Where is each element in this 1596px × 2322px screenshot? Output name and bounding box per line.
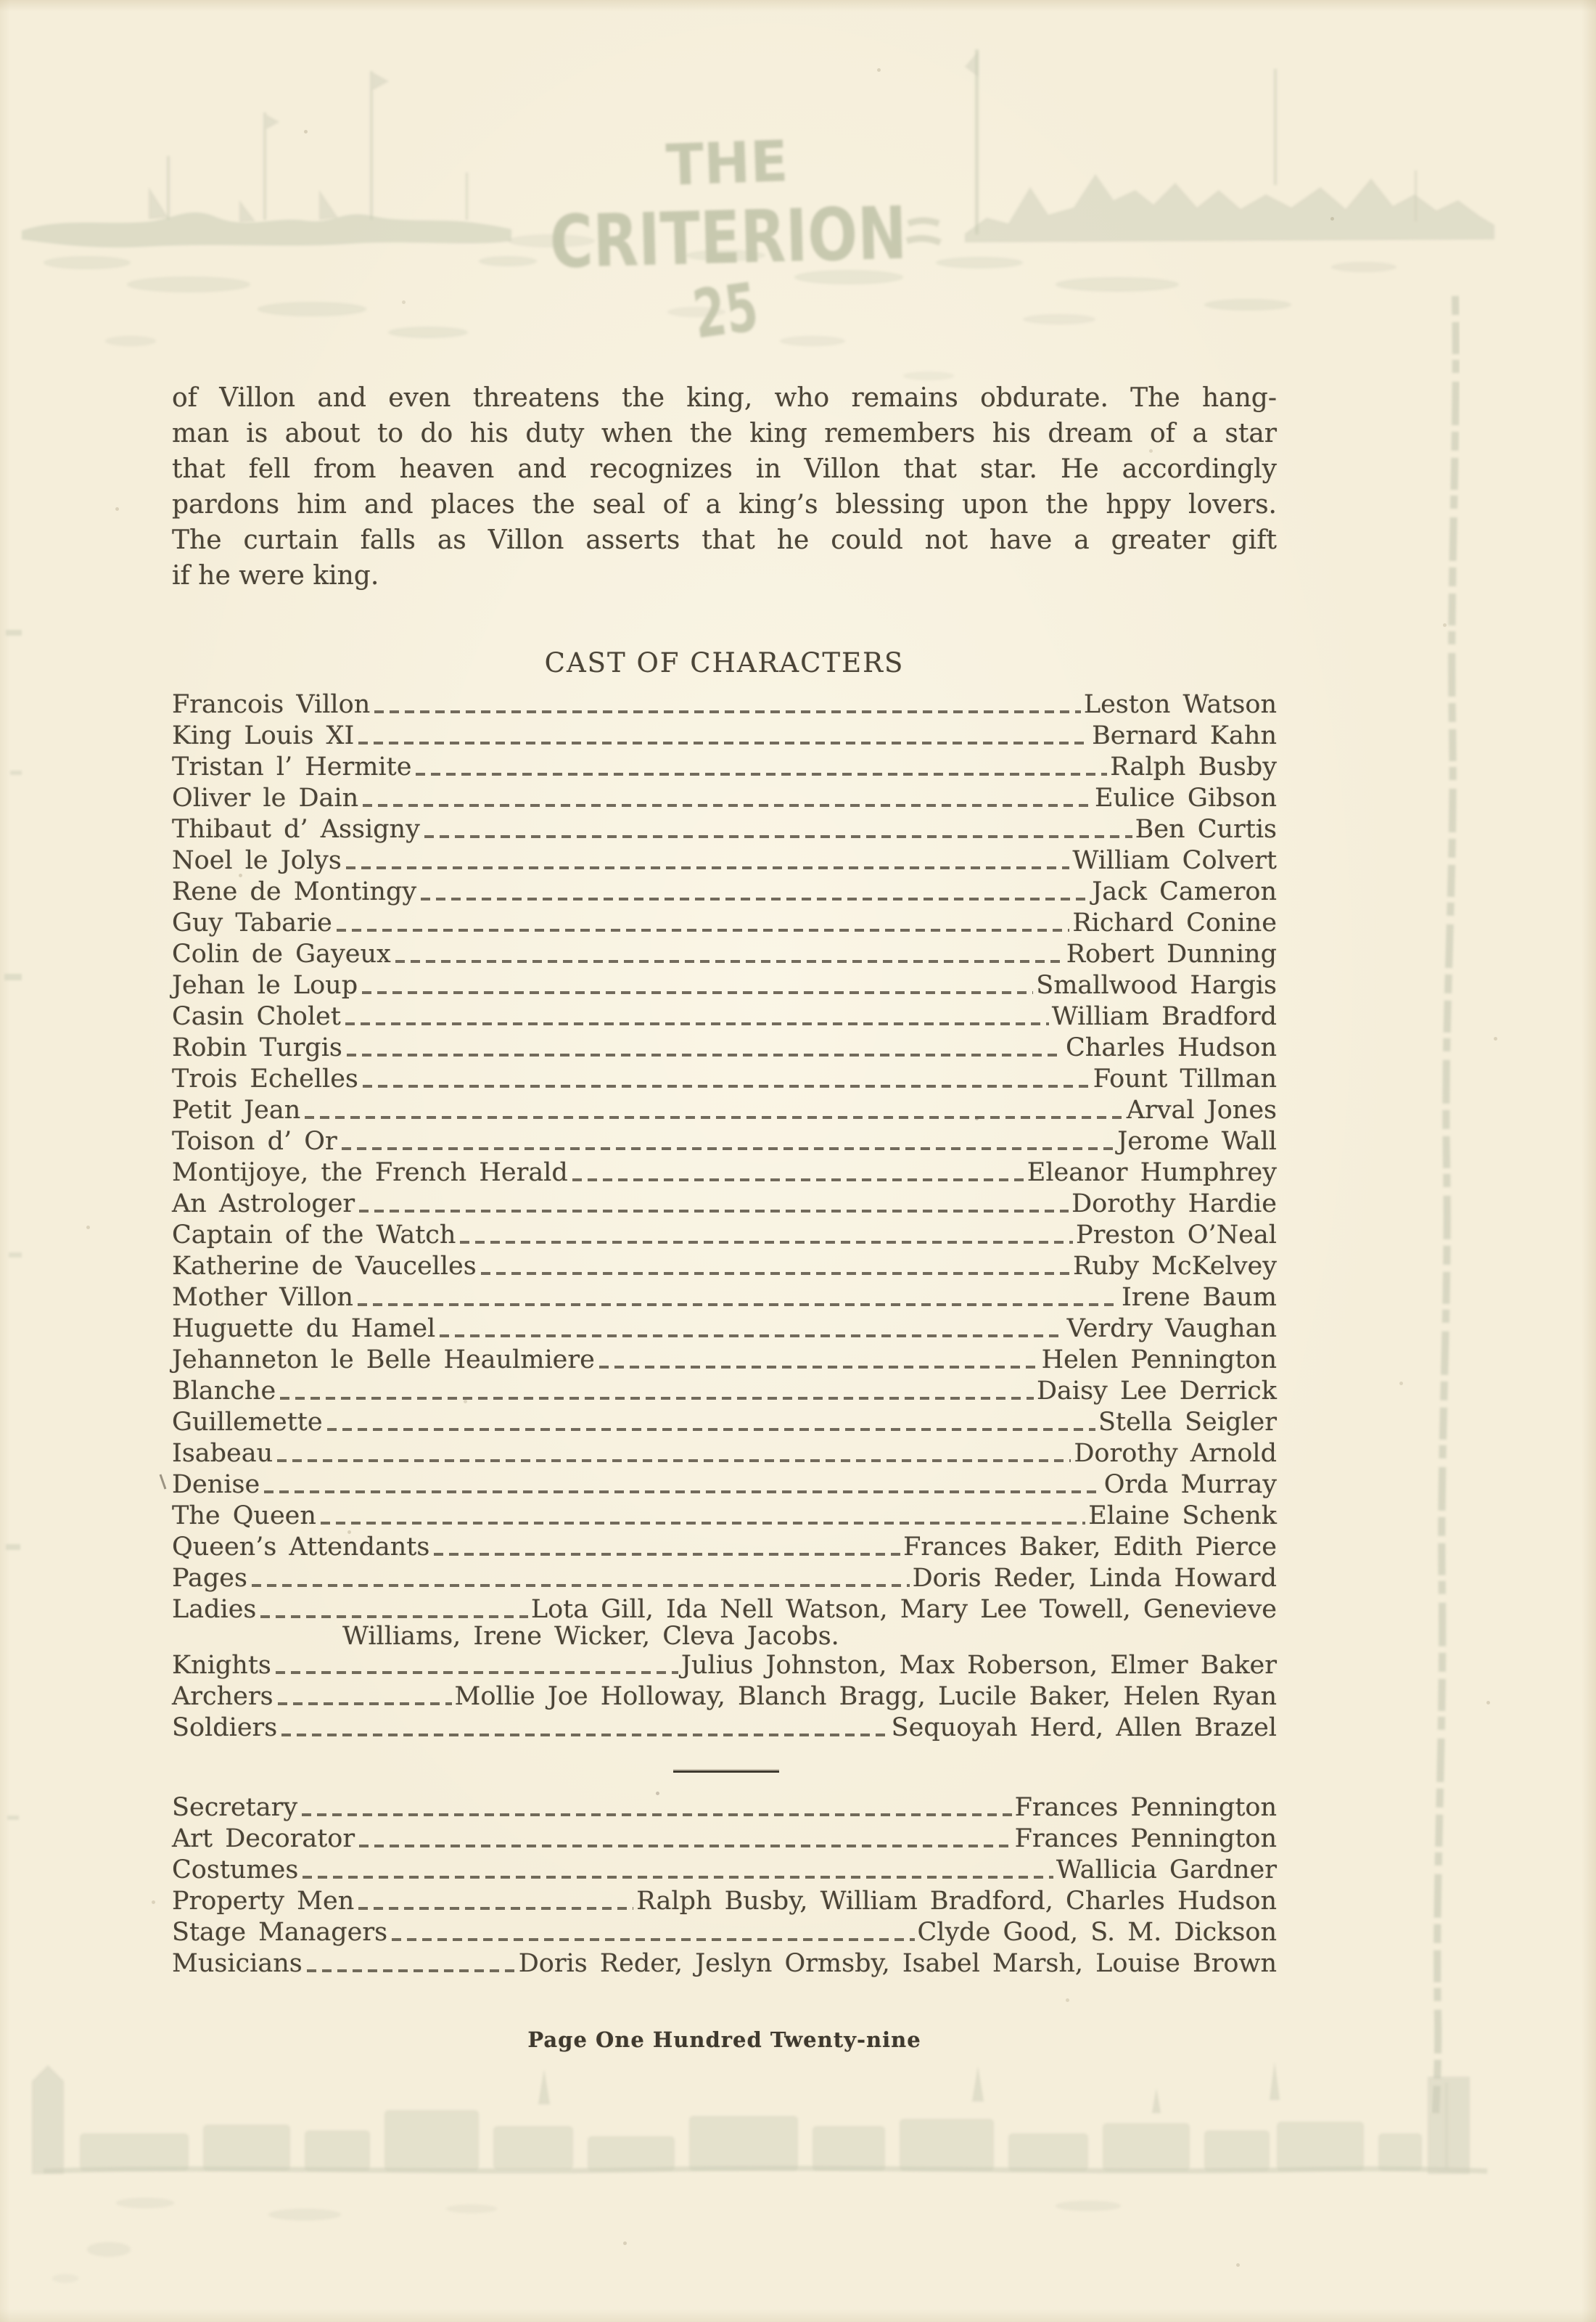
synopsis-paragraph <box>172 380 1277 594</box>
cast-list <box>172 688 1277 1742</box>
role-label: Knights <box>172 1651 271 1680</box>
dashed-leader <box>599 1366 1039 1369</box>
actor-name-wrap: Williams, Irene Wicker, Cleva Jacobs. <box>342 1622 839 1651</box>
actor-name: Charles Hudson <box>1066 1033 1277 1062</box>
role-label: Property Men <box>172 1887 355 1916</box>
top-border-art <box>22 49 1494 380</box>
cast-row <box>172 1562 1277 1593</box>
dashed-leader <box>421 898 1089 901</box>
role-label: Blanche <box>172 1377 276 1406</box>
cast-row <box>172 1406 1277 1437</box>
dashed-leader <box>303 1876 1053 1879</box>
role-label: King Louis XI <box>172 721 355 750</box>
role-label: Noel le Jolys <box>172 846 342 875</box>
actor-name: Julius Johnston, Max Roberson, Elmer Baker <box>680 1651 1277 1680</box>
role-label: Rene de Montingy <box>172 877 417 906</box>
actor-name: Richard Conine <box>1072 908 1277 938</box>
actor-name: Mollie Joe Holloway, Blanch Bragg, Lucile Baker, Helen Ryan <box>454 1682 1277 1711</box>
role-label: Art Decorator <box>172 1824 355 1853</box>
section-divider-rule <box>673 1771 779 1773</box>
dashed-leader <box>345 1022 1049 1025</box>
role-label: Robin Turgis <box>172 1033 342 1062</box>
dashed-leader <box>440 1334 1064 1337</box>
page-number-label: Page One Hundred Twenty-nine <box>527 2027 921 2052</box>
dashed-leader <box>342 1147 1115 1150</box>
role-label: Montijoye, the French Herald <box>172 1158 568 1187</box>
dashed-leader <box>363 1085 1090 1088</box>
dashed-leader <box>363 804 1092 807</box>
role-label: Huguette du Hamel <box>172 1314 436 1343</box>
role-label: Queen’s Attendants <box>172 1533 430 1562</box>
actor-name: Sequoyah Herd, Allen Brazel <box>891 1713 1277 1742</box>
role-label: Musicians <box>172 1949 303 1978</box>
right-edge-line <box>1436 296 1456 2113</box>
cast-row <box>172 1281 1277 1312</box>
dashed-leader <box>359 1845 1011 1847</box>
actor-name: Verdry Vaughan <box>1066 1314 1277 1343</box>
actor-name: Frances Pennington <box>1014 1824 1277 1853</box>
dashed-leader <box>359 1210 1069 1213</box>
crew-row <box>172 1853 1277 1884</box>
dashed-leader <box>572 1178 1024 1181</box>
role-label: Guy Tabarie <box>172 908 332 938</box>
dashed-leader <box>416 773 1107 776</box>
role-label: Guillemette <box>172 1408 323 1437</box>
dashed-leader <box>362 991 1033 994</box>
actor-name: Eleanor Humphrey <box>1027 1158 1277 1187</box>
actor-name: Dorothy Hardie <box>1071 1189 1277 1218</box>
cast-row <box>172 719 1277 750</box>
role-label: Denise <box>172 1470 260 1499</box>
role-label: An Astrologer <box>172 1189 355 1218</box>
cast-row <box>172 1187 1277 1218</box>
cast-row <box>172 1680 1277 1711</box>
role-label: Petit Jean <box>172 1096 301 1125</box>
crew-row <box>172 1822 1277 1853</box>
actor-name: Preston O’Neal <box>1076 1221 1277 1250</box>
cast-row <box>172 813 1277 844</box>
crew-row <box>172 1947 1277 1978</box>
synopsis-line: man is about to do his duty when the king remembers his dream of a star <box>172 419 1277 448</box>
actor-name: Frances Baker, Edith Pierce <box>903 1533 1277 1562</box>
actor-name: Fount Tillman <box>1093 1064 1277 1094</box>
role-label: Francois Villon <box>172 690 371 719</box>
cast-row <box>172 938 1277 969</box>
dashed-leader <box>277 1459 1071 1462</box>
role-label: Archers <box>172 1682 273 1711</box>
role-label: Secretary <box>172 1793 298 1822</box>
actor-name: William Colvert <box>1072 846 1277 875</box>
actor-name: Orda Murray <box>1103 1470 1277 1499</box>
masthead-numeral: 25 <box>688 263 791 354</box>
role-label: Colin de Gayeux <box>172 940 391 969</box>
dashed-leader <box>307 1969 516 1972</box>
role-label: Ladies <box>172 1595 257 1624</box>
cast-row <box>172 1499 1277 1530</box>
crew-row <box>172 1791 1277 1822</box>
masthead-the: THE <box>665 128 792 199</box>
dashed-leader <box>264 1490 1101 1493</box>
actor-name: Doris Reder, Linda Howard <box>912 1564 1277 1593</box>
actor-name: Wallicia Gardner <box>1056 1855 1277 1884</box>
role-label: Soldiers <box>172 1713 278 1742</box>
dashed-leader <box>252 1584 910 1587</box>
dashed-leader <box>321 1522 1085 1525</box>
role-label: Mother Villon <box>172 1283 353 1312</box>
actor-name: Irene Baum <box>1122 1283 1277 1312</box>
cast-row <box>172 1437 1277 1468</box>
cast-row <box>172 1062 1277 1094</box>
dashed-leader <box>460 1241 1073 1244</box>
crew-list <box>172 1791 1277 1978</box>
actor-name: Frances Pennington <box>1014 1793 1277 1822</box>
synopsis-line: if he were king. <box>172 561 379 591</box>
cast-row <box>172 1000 1277 1031</box>
dashed-leader <box>347 1054 1063 1057</box>
dashed-leader <box>327 1428 1095 1431</box>
cast-row <box>172 1250 1277 1281</box>
cast-row <box>172 1312 1277 1343</box>
dashed-leader <box>276 1671 678 1674</box>
role-label: Captain of the Watch <box>172 1221 456 1250</box>
cast-row <box>172 844 1277 875</box>
crew-row <box>172 1884 1277 1916</box>
role-label: Costumes <box>172 1855 299 1884</box>
actor-name: Leston Watson <box>1083 690 1277 719</box>
cast-row <box>172 1711 1277 1742</box>
cast-row <box>172 906 1277 938</box>
role-label: Trois Echelles <box>172 1064 358 1094</box>
actor-name: Jerome Wall <box>1117 1127 1277 1156</box>
actor-name: Arval Jones <box>1126 1096 1277 1125</box>
role-label: Casin Cholet <box>172 1002 341 1031</box>
stray-mark <box>160 1474 165 1489</box>
role-label: Tristan l’ Hermite <box>172 752 412 781</box>
cast-row <box>172 1468 1277 1499</box>
dashed-leader <box>260 1615 527 1618</box>
synopsis-line: that fell from heaven and recognizes in Villon that star. He accordingly <box>172 454 1277 484</box>
cast-row <box>172 1156 1277 1187</box>
paper-specks <box>0 0 2 2</box>
cast-row <box>172 1094 1277 1125</box>
cast-row <box>172 1343 1277 1374</box>
actor-name: Daisy Lee Derrick <box>1036 1377 1277 1406</box>
dashed-leader <box>424 835 1132 838</box>
role-label: Pages <box>172 1564 247 1593</box>
cast-row <box>172 1218 1277 1250</box>
cast-heading: CAST OF CHARACTERS <box>544 647 905 678</box>
synopsis-line: pardons him and places the seal of a king’s blessing upon the hppy lovers. <box>172 490 1277 520</box>
dashed-leader <box>358 742 1089 744</box>
actor-name: Smallwood Hargis <box>1036 971 1277 1000</box>
actor-name: Doris Reder, Jeslyn Ormsby, Isabel Marsh, Louise Brown <box>518 1949 1277 1978</box>
actor-name: Dorothy Arnold <box>1074 1439 1277 1468</box>
dashed-leader <box>434 1553 900 1556</box>
actor-name: Bernard Kahn <box>1092 721 1277 750</box>
actor-name: Helen Pennington <box>1041 1345 1277 1374</box>
actor-name: Ben Curtis <box>1135 815 1277 844</box>
dashed-leader <box>281 1734 888 1736</box>
masthead-lettering <box>548 128 992 354</box>
role-label: Isabeau <box>172 1439 273 1468</box>
dashed-leader <box>481 1272 1070 1275</box>
role-label: Jehan le Loup <box>172 971 358 1000</box>
role-label: Stage Managers <box>172 1918 388 1947</box>
synopsis-line: The curtain falls as Villon asserts that he could not have a greater gift <box>172 525 1277 555</box>
left-edge-marks <box>4 630 22 1820</box>
cast-row <box>172 688 1277 719</box>
dashed-leader <box>374 710 1081 713</box>
role-label: Oliver le Dain <box>172 784 359 813</box>
cast-row <box>172 1374 1277 1406</box>
cast-row <box>172 1593 1277 1624</box>
actor-name: Robert Dunning <box>1066 940 1277 969</box>
actor-name: Clyde Good, S. M. Dickson <box>917 1918 1277 1947</box>
dashed-leader <box>280 1397 1034 1400</box>
actor-name: Stella Seigler <box>1098 1408 1277 1437</box>
crew-row <box>172 1916 1277 1947</box>
dashed-leader <box>392 1938 914 1941</box>
cast-row <box>172 1530 1277 1562</box>
dashed-leader <box>346 866 1070 869</box>
dashed-leader <box>358 1303 1119 1306</box>
actor-name: Lota Gill, Ida Nell Watson, Mary Lee Towell, Genevieve <box>530 1595 1277 1624</box>
role-label: The Queen <box>172 1501 316 1530</box>
actor-name: Ralph Busby, William Bradford, Charles Hudson <box>636 1887 1277 1916</box>
cast-row <box>172 1649 1277 1680</box>
cast-row <box>172 1125 1277 1156</box>
role-label: Katherine de Vaucelles <box>172 1252 477 1281</box>
bottom-border-art <box>32 2062 1487 2283</box>
synopsis-line: of Villon and even threatens the king, who remains obdurate. The hang- <box>172 383 1277 413</box>
dashed-leader <box>302 1813 1011 1816</box>
dashed-leader <box>395 960 1064 963</box>
actor-name: Eulice Gibson <box>1094 784 1277 813</box>
actor-name: Ralph Busby <box>1110 752 1277 781</box>
role-label: Thibaut d’ Assigny <box>172 815 420 844</box>
cast-row <box>172 1031 1277 1062</box>
dashed-leader <box>337 929 1070 932</box>
actor-name: Elaine Schenk <box>1088 1501 1277 1530</box>
actor-name: William Bradford <box>1051 1002 1277 1031</box>
dashed-leader <box>305 1116 1123 1119</box>
cast-row <box>172 875 1277 906</box>
masthead-criterion: CRITERION <box>548 188 992 285</box>
cast-row <box>172 750 1277 781</box>
dashed-leader <box>358 1907 633 1910</box>
cast-row <box>172 781 1277 813</box>
dashed-leader <box>278 1702 452 1705</box>
actor-name: Jack Cameron <box>1092 877 1277 906</box>
cast-row <box>172 969 1277 1000</box>
actor-name: Ruby McKelvey <box>1072 1252 1277 1281</box>
role-label: Toison d’ Or <box>172 1127 337 1156</box>
role-label: Jehanneton le Belle Heaulmiere <box>172 1345 595 1374</box>
